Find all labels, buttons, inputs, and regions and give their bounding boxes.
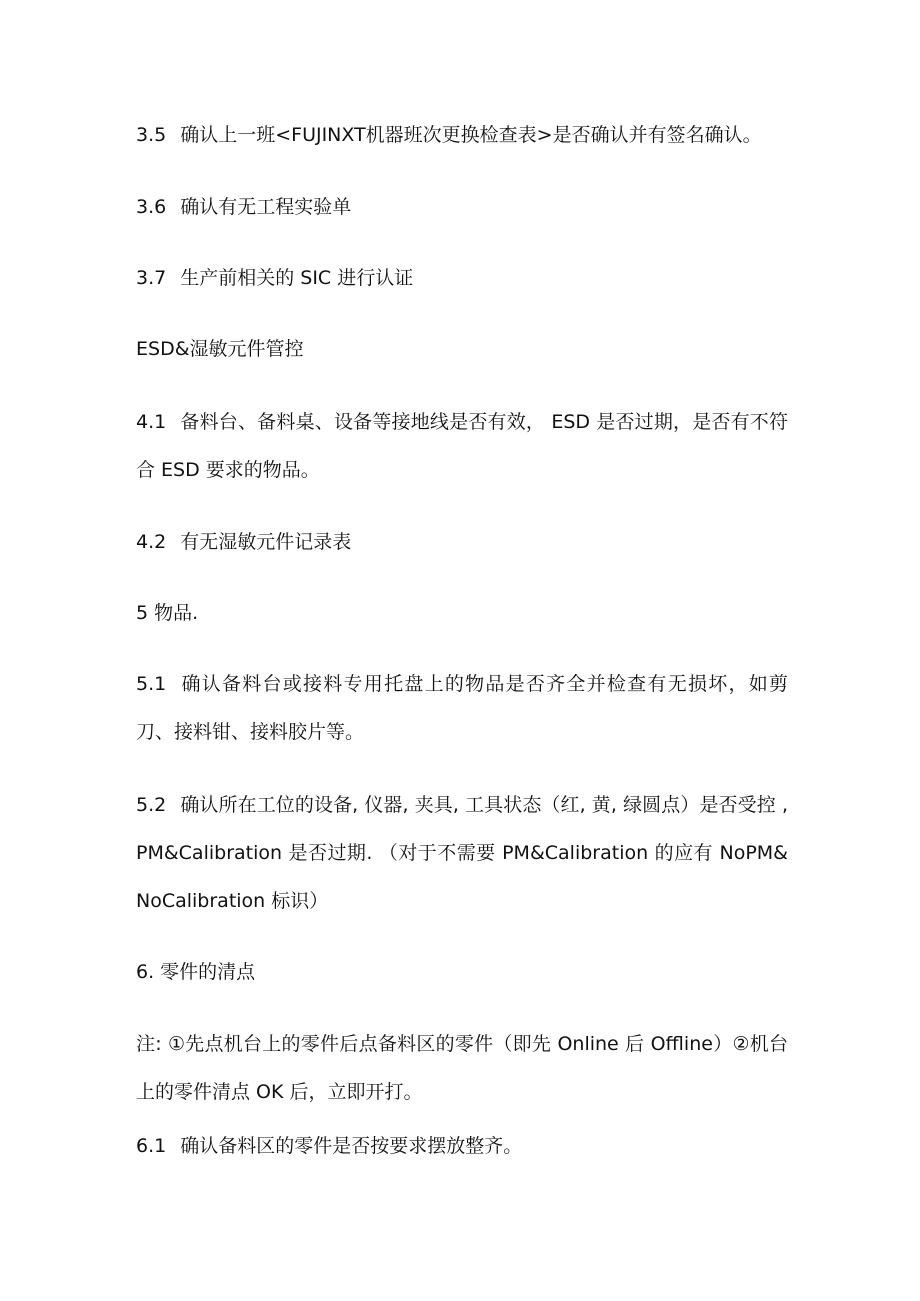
section-heading-esd [136, 325, 788, 373]
paragraph-text: 备料台、备料桌、设备等接地线是否有效， ESD 是否过期，是否有不符合 ESD 要求的物品。 [136, 411, 788, 481]
section-heading-parts [136, 948, 788, 996]
paragraph-5-1 [136, 660, 788, 756]
section-heading-items [136, 589, 788, 637]
paragraph-text: 6. 零件的清点 [136, 961, 256, 983]
paragraph-4-2 [136, 518, 788, 566]
section-number: 3.7 [136, 267, 167, 289]
note-paragraph [136, 1020, 788, 1116]
paragraph-text: 确认备料台或接料专用托盘上的物品是否齐全并检查有无损坏，如剪刀、接料钳、接料胶片等。 [136, 673, 788, 743]
paragraph-3-5 [136, 111, 788, 159]
paragraph-text: 5 物品. [136, 602, 199, 624]
section-number: 5.1 [136, 673, 167, 695]
section-number: 6.1 [136, 1135, 167, 1157]
section-number: 3.6 [136, 196, 167, 218]
paragraph-6-1 [136, 1122, 788, 1170]
section-number: 5.2 [136, 794, 167, 816]
section-number: 3.5 [136, 124, 167, 146]
paragraph-text: 确认上一班<FUJINXT机器班次更换检查表>是否确认并有签名确认。 [180, 124, 762, 146]
section-number: 4.2 [136, 531, 167, 553]
paragraph-text: 注: ①先点机台上的零件后点备料区的零件（即先 Online 后 Offline）②机台上的零件清点 OK 后，立即开打。 [136, 1033, 788, 1103]
paragraph-3-6 [136, 183, 788, 231]
paragraph-text: 确认有无工程实验单 [180, 196, 352, 218]
paragraph-text: 确认所在工位的设备, 仪器, 夹具, 工具状态（红, 黄, 绿圆点）是否受控 ,PM&Calibration 是否过期. （对于不需要 PM&Calibration 的应有 NoPM&NoCalibration 标识） [136, 794, 788, 912]
paragraph-text: ESD&湿敏元件管控 [136, 338, 304, 360]
section-number: 4.1 [136, 411, 167, 433]
paragraph-3-7 [136, 254, 788, 302]
paragraph-4-1 [136, 398, 788, 494]
paragraph-text: 有无湿敏元件记录表 [180, 531, 352, 553]
paragraph-text: 确认备料区的零件是否按要求摆放整齐。 [180, 1135, 523, 1157]
paragraph-5-2 [136, 781, 788, 925]
paragraph-text: 生产前相关的 SIC 进行认证 [180, 267, 414, 289]
